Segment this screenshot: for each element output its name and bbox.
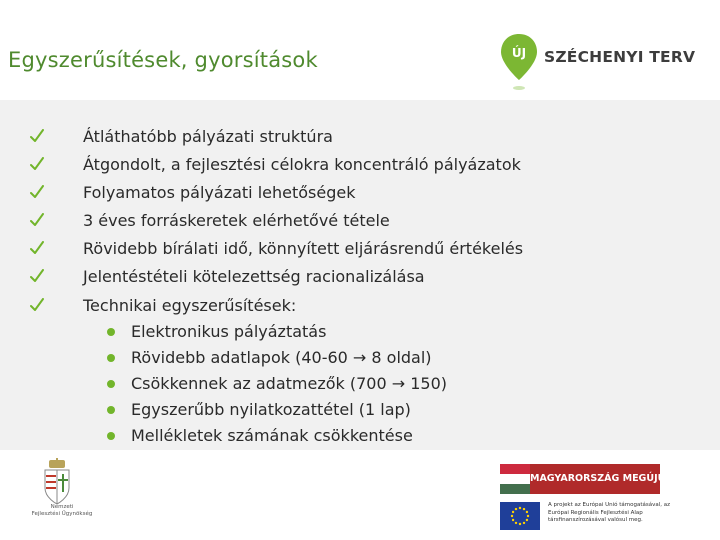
checklist-item (0, 183, 720, 211)
checklist-item (0, 296, 720, 324)
sub-list-item-text: Rövidebb adatlapok (40-60 → 8 oldal) (131, 348, 432, 367)
eu-star-icon (526, 519, 528, 521)
sub-list-item (0, 322, 720, 348)
checklist-item-text: Jelentéstételi kötelezettség racionalizálása (83, 267, 425, 286)
checklist-item-text: 3 éves forráskeretek elérhetővé tétele (83, 211, 390, 230)
sub-list-item-text: Mellékletek számának csökkentése (131, 426, 413, 445)
checklist-item-text: Folyamatos pályázati lehetőségek (83, 183, 356, 202)
content-area (0, 100, 720, 450)
sub-list-item (0, 426, 720, 452)
checklist-item (0, 211, 720, 239)
eu-star-icon (527, 515, 529, 517)
eu-flag-icon (500, 502, 540, 530)
eu-star-icon (526, 511, 528, 513)
eu-star-icon (512, 511, 514, 513)
eu-star-icon (519, 507, 521, 509)
crest-icon (32, 458, 82, 510)
eu-star-icon (519, 523, 521, 525)
checklist-item (0, 155, 720, 183)
logo-mark: ÚJ (511, 46, 527, 60)
checklist-item-text: Átláthatóbb pályázati struktúra (83, 127, 333, 146)
sub-list-item (0, 400, 720, 426)
checklist-item-text: Átgondolt, a fejlesztési célokra koncentráló pályázatok (83, 155, 521, 174)
checklist-item-text: Rövidebb bírálati idő, könnyített eljárásrendű értékelés (83, 239, 524, 258)
hungarian-flag-icon (500, 464, 530, 494)
check-icon (30, 269, 44, 283)
sub-list-item-text: Egyszerűbb nyilatkozattétel (1 lap) (131, 400, 411, 419)
szechenyi-terv-logo (500, 32, 700, 94)
logo-pin-icon (500, 32, 544, 94)
eu-star-icon (523, 522, 525, 524)
bullet-icon (107, 380, 115, 388)
check-icon (30, 241, 44, 255)
checklist-item (0, 267, 720, 295)
sub-list-item (0, 348, 720, 374)
eu-star-icon (515, 508, 517, 510)
header (0, 0, 720, 100)
bullet-icon (107, 406, 115, 414)
magyarorszag-megujul-banner (500, 464, 672, 494)
check-icon (30, 298, 44, 312)
sub-list-item-text: Csökkennek az adatmezők (700 → 150) (131, 374, 448, 393)
eu-notice-text: A projekt az Európai Unió támogatásával, az Európai Regionális Fejlesztési Alap társfinanszírozásával valósul meg. (548, 502, 671, 523)
check-icon (30, 185, 44, 199)
check-icon (30, 129, 44, 143)
sub-list-item (0, 374, 720, 400)
check-icon (30, 157, 44, 171)
footer (0, 450, 720, 540)
bullet-icon (107, 354, 115, 362)
check-icon (30, 213, 44, 227)
checklist-item (0, 239, 720, 267)
checklist-item (0, 127, 720, 155)
banner-label: MAGYARORSZÁG MEGÚJUL (530, 464, 660, 494)
eu-star-icon (512, 519, 514, 521)
eu-star-icon (511, 515, 513, 517)
checklist-item-text: Technikai egyszerűsítések: (83, 296, 297, 315)
sub-list-item-text: Elektronikus pályáztatás (131, 322, 327, 341)
crest-caption-line2: Fejlesztési Ügynökség (31, 511, 93, 517)
crest-caption (22, 504, 102, 518)
bullet-icon (107, 328, 115, 336)
crest-caption-line1: Nemzeti (50, 504, 74, 510)
slide-title: Egyszerűsítések, gyorsítások (8, 48, 318, 72)
eu-star-icon (523, 508, 525, 510)
bullet-icon (107, 432, 115, 440)
eu-funding-notice (500, 502, 690, 532)
eu-star-icon (515, 522, 517, 524)
logo-text: SZÉCHENYI TERV (544, 48, 696, 66)
